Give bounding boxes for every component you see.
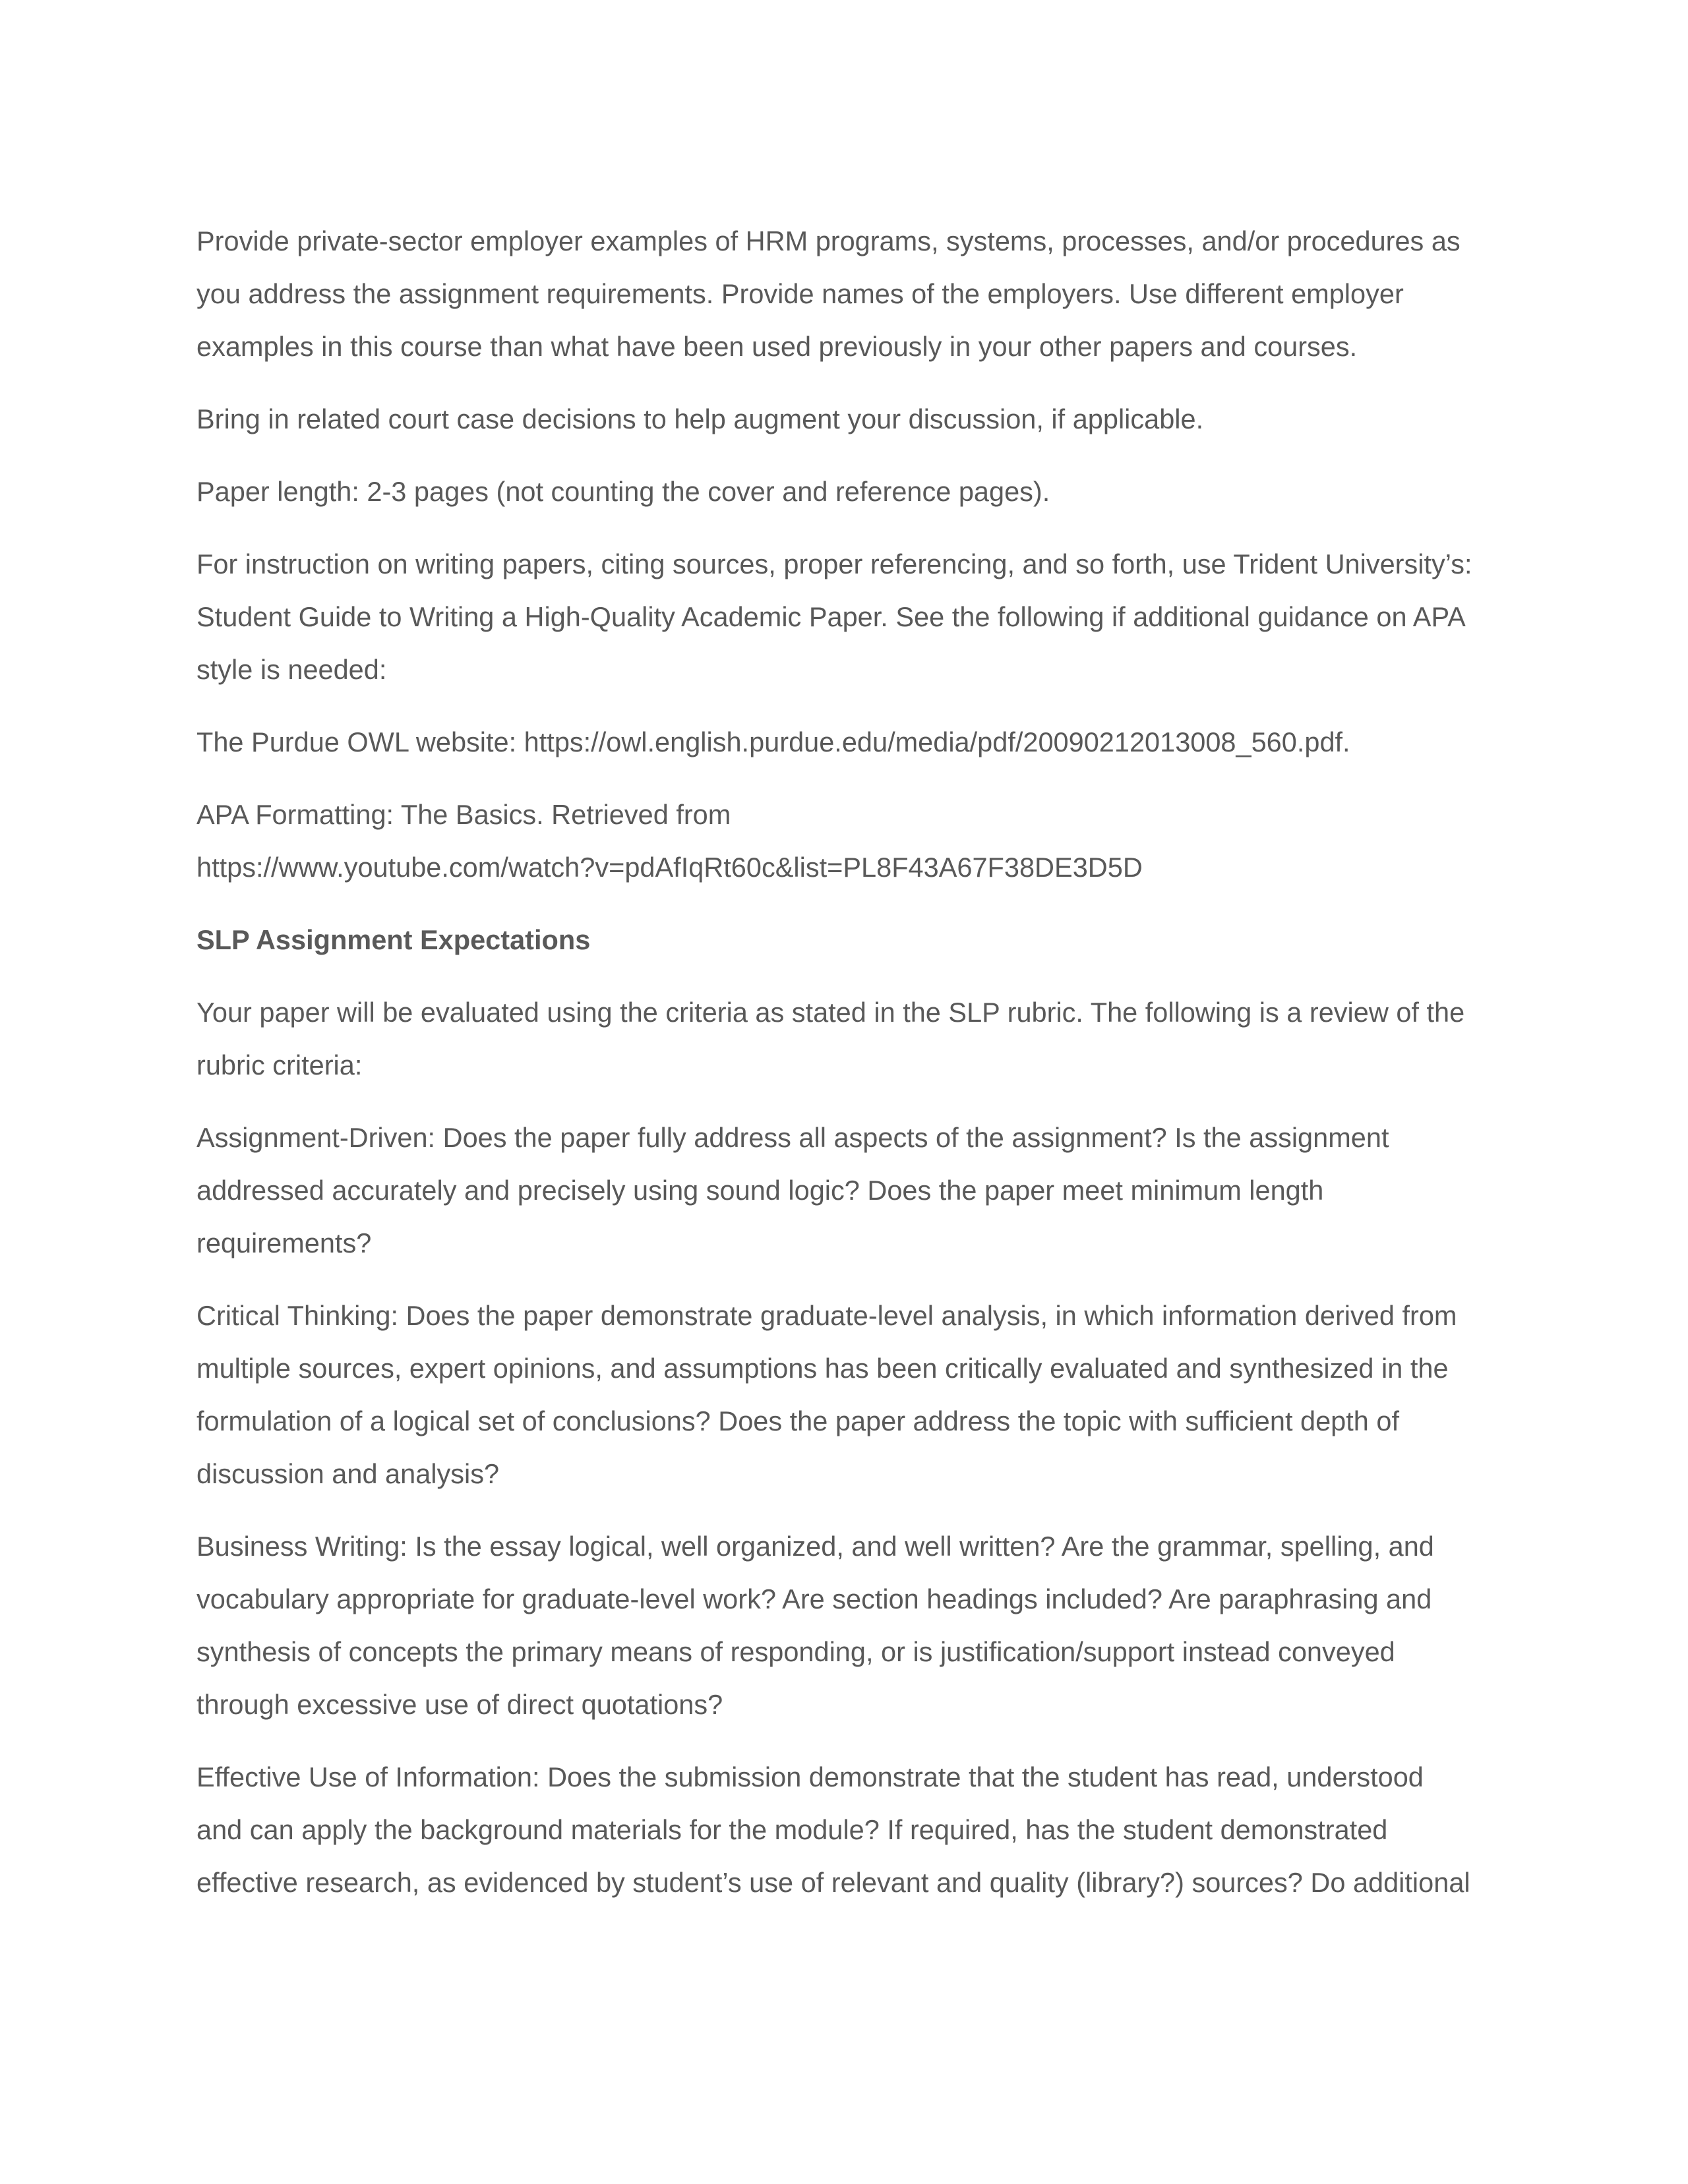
text-line: rubric criteria: [196, 1049, 363, 1080]
text-line: through excessive use of direct quotations? [196, 1689, 723, 1720]
text-line: Bring in related court case decisions to help augment your discussion, if applicable. [196, 403, 1204, 434]
text-line: synthesis of concepts the primary means of responding, or is justification/support instead conveyed [196, 1636, 1395, 1667]
paragraph-paper-length [196, 465, 1502, 518]
text-line: Student Guide to Writing a High-Quality Academic Paper. See the following if additional guidance on APA [196, 601, 1466, 632]
text-line: examples in this course than what have been used previously in your other papers and courses. [196, 331, 1358, 362]
heading-text: SLP Assignment Expectations [196, 924, 591, 955]
text-line: requirements? [196, 1227, 372, 1258]
text-line: Your paper will be evaluated using the criteria as stated in the SLP rubric. The following is a review of the [196, 997, 1465, 1028]
text-line: For instruction on writing papers, citing sources, proper referencing, and so forth, use Trident University’s: [196, 548, 1472, 579]
text-line: addressed accurately and precisely using sound logic? Does the paper meet minimum length [196, 1175, 1324, 1206]
paragraph-assignment-driven [196, 1111, 1502, 1270]
text-line: multiple sources, expert opinions, and assumptions has been critically evaluated and synthesized in the [196, 1353, 1449, 1384]
text-line: APA Formatting: The Basics. Retrieved from [196, 799, 731, 830]
text-line: formulation of a logical set of conclusions? Does the paper address the topic with sufficient depth of [196, 1405, 1399, 1436]
paragraph-court-cases [196, 393, 1502, 446]
text-line: Assignment-Driven: Does the paper fully address all aspects of the assignment? Is the assignment [196, 1122, 1389, 1153]
text-line: style is needed: [196, 654, 387, 685]
text-line: vocabulary appropriate for graduate-level work? Are section headings included? Are paraphrasing and [196, 1583, 1432, 1614]
text-line: and can apply the background materials for the module? If required, has the student demonstrated [196, 1814, 1388, 1845]
section-heading [196, 914, 1502, 966]
paragraph-purdue-owl [196, 716, 1502, 769]
paragraph-apa-formatting [196, 788, 1502, 894]
paragraph-rubric-intro [196, 986, 1502, 1092]
text-line: https://www.youtube.com/watch?v=pdAfIqRt60c&list=PL8F43A67F38DE3D5D [196, 852, 1143, 883]
text-line: The Purdue OWL website: https://owl.english.purdue.edu/media/pdf/20090212013008_560.pdf. [196, 726, 1350, 757]
text-line: effective research, as evidenced by student’s use of relevant and quality (library?) sources? Do additional [196, 1867, 1470, 1898]
text-line: Business Writing: Is the essay logical, well organized, and well written? Are the grammar, spelling, and [196, 1531, 1434, 1562]
paragraph-employer-examples [196, 215, 1502, 373]
text-line: you address the assignment requirements. Provide names of the employers. Use different employer [196, 278, 1404, 309]
text-line: discussion and analysis? [196, 1458, 500, 1489]
text-line: Provide private-sector employer examples of HRM programs, systems, processes, and/or procedures as [196, 225, 1461, 256]
paragraph-critical-thinking [196, 1289, 1502, 1500]
paragraph-writing-instruction [196, 538, 1502, 696]
document-page [196, 215, 1502, 1929]
text-line: Effective Use of Information: Does the submission demonstrate that the student has read, understood [196, 1761, 1424, 1792]
text-line: Critical Thinking: Does the paper demonstrate graduate-level analysis, in which information derived from [196, 1300, 1457, 1331]
paragraph-business-writing [196, 1520, 1502, 1731]
text-line: Paper length: 2-3 pages (not counting the cover and reference pages). [196, 476, 1050, 507]
paragraph-effective-use [196, 1751, 1502, 1909]
